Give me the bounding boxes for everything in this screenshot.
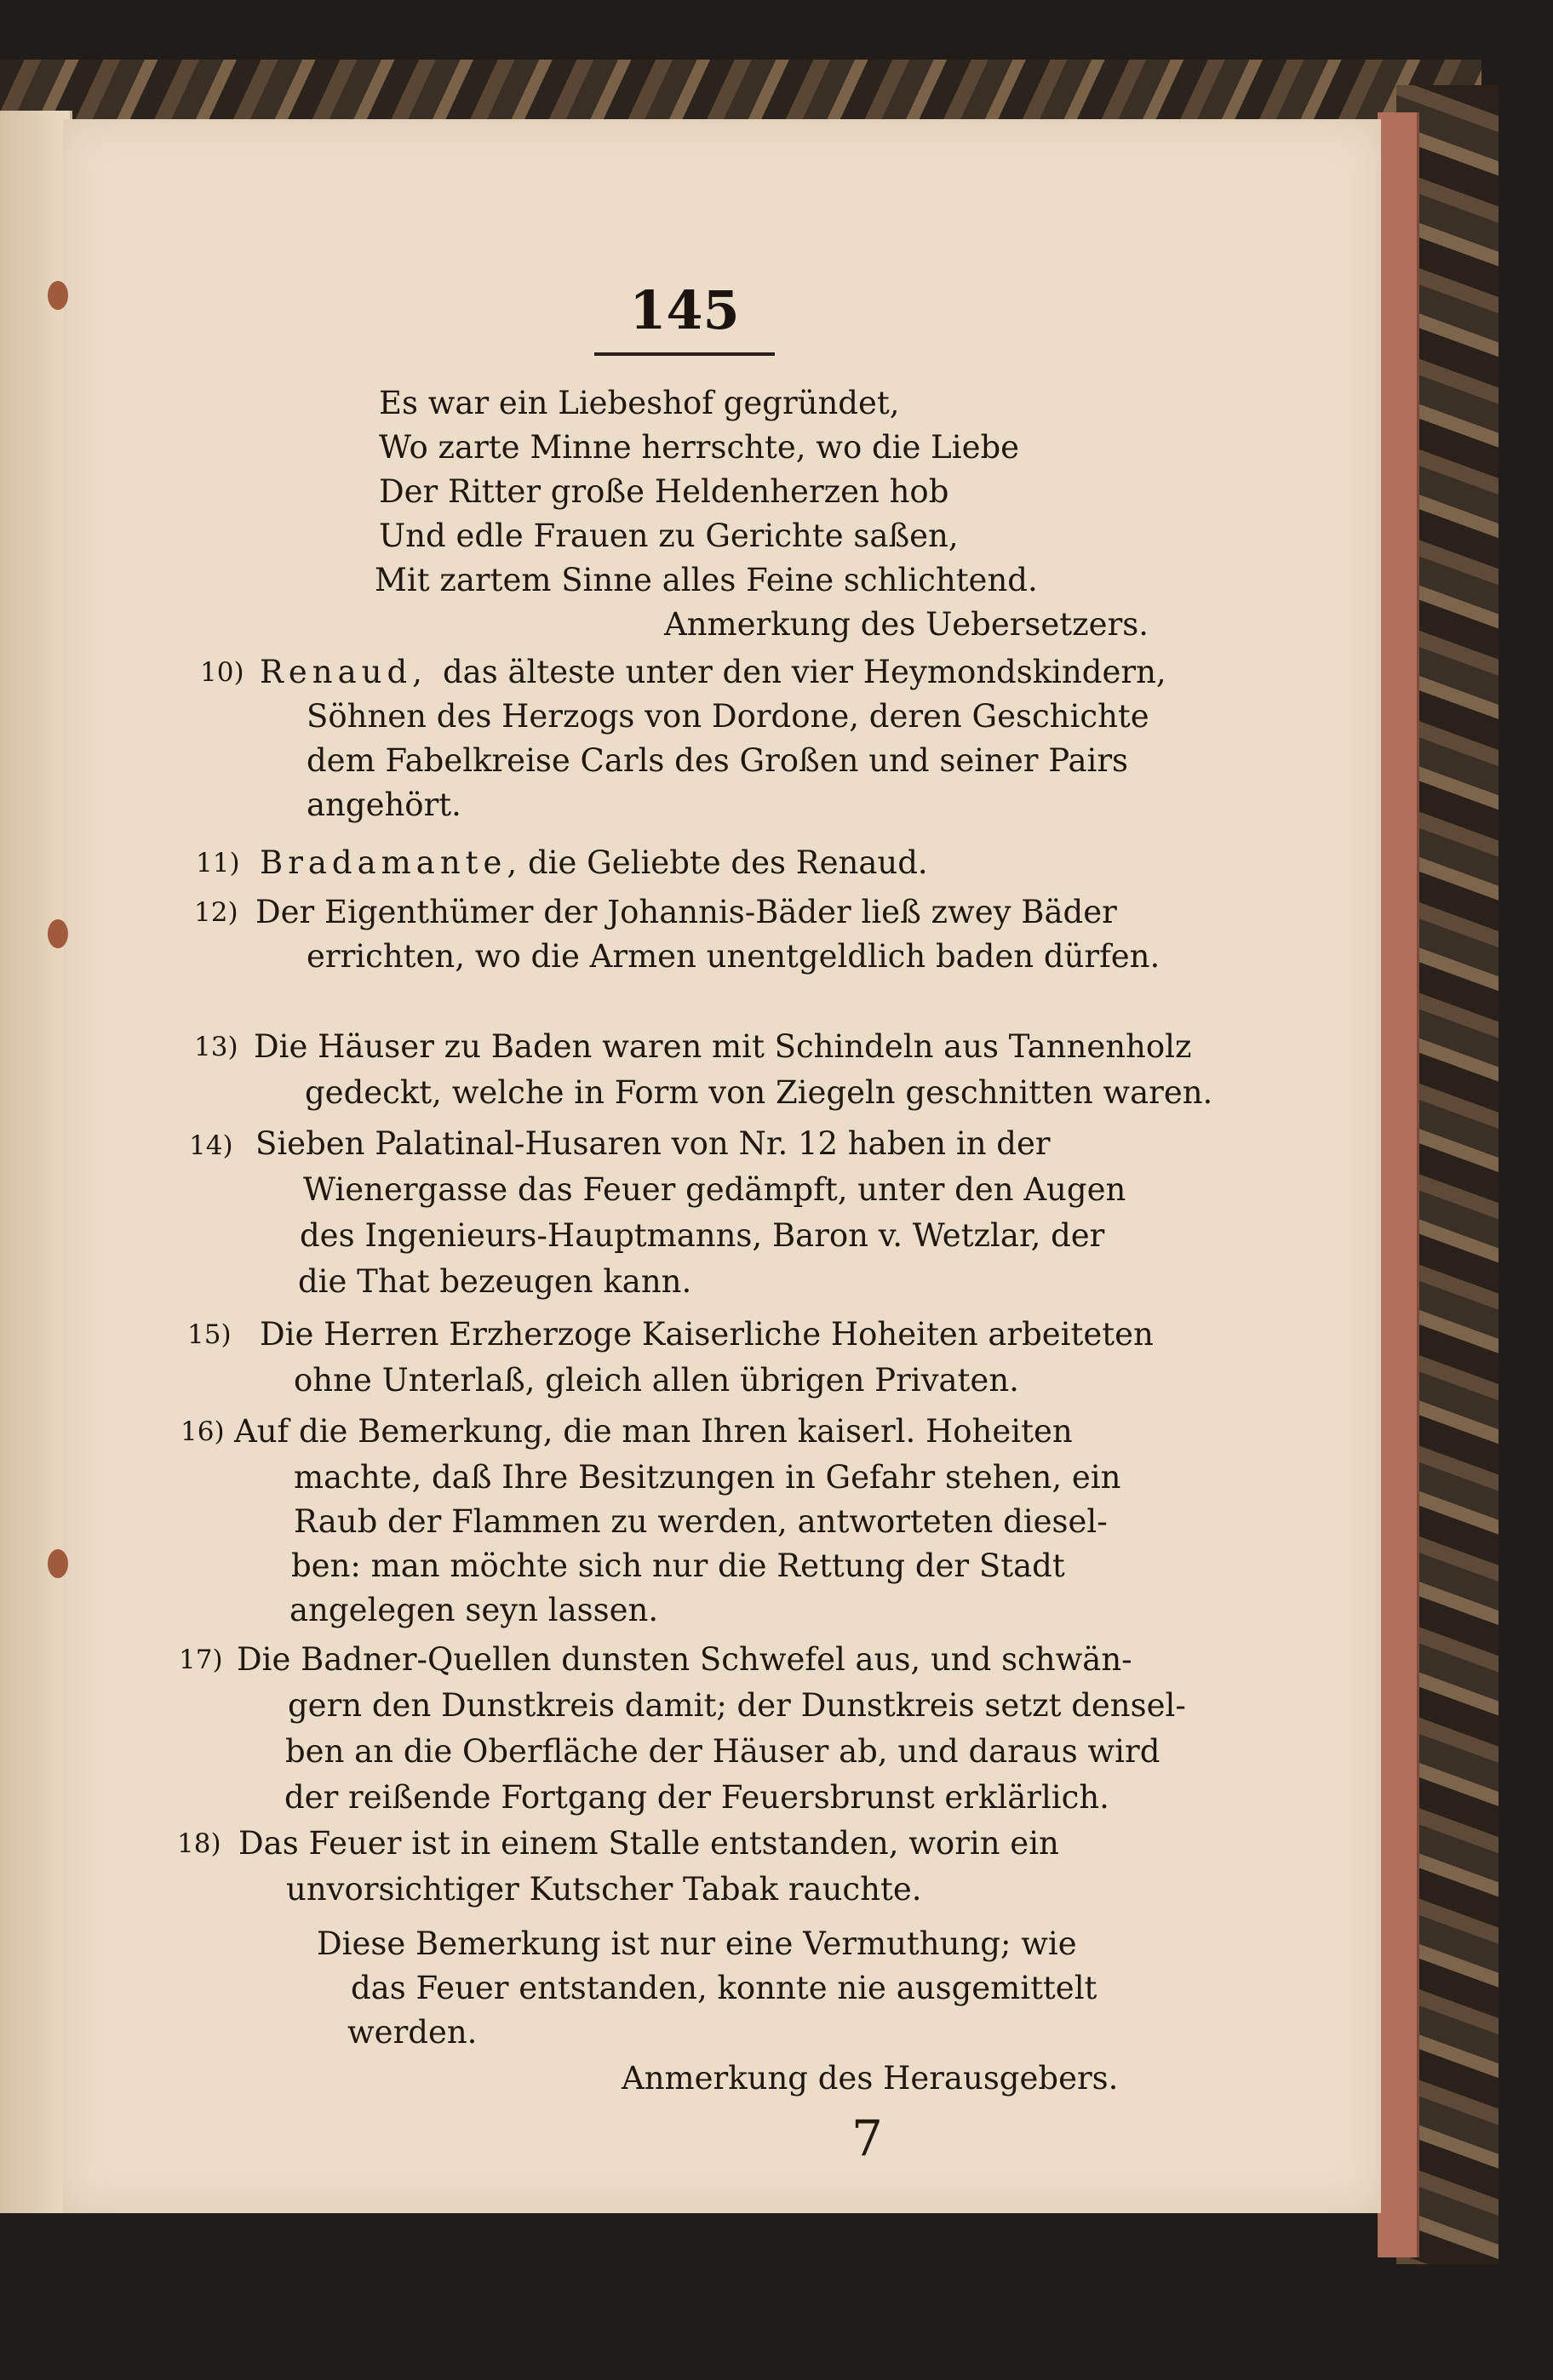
note-number: 10) xyxy=(200,657,244,688)
note-line: die That bezeugen kann. xyxy=(298,1263,692,1300)
binding-hole xyxy=(48,1549,68,1578)
note-number: 16) xyxy=(181,1416,225,1447)
note-line: Raub der Flammen zu werden, antworteten diesel- xyxy=(294,1503,1108,1540)
note-line: Die Herren Erzherzoge Kaiserliche Hoheiten arbeiteten xyxy=(260,1316,1154,1353)
note-line: der reißende Fortgang der Feuersbrunst erklärlich. xyxy=(284,1779,1109,1816)
note-number: 13) xyxy=(194,1032,238,1062)
note-number: 12) xyxy=(194,897,238,928)
note-line: Sieben Palatinal-Husaren von Nr. 12 haben in der xyxy=(255,1125,1051,1162)
note-line: Die Badner-Quellen dunsten Schwefel aus, und schwän- xyxy=(237,1641,1132,1678)
note-line: ohne Unterlaß, gleich allen übrigen Privaten. xyxy=(294,1362,1019,1399)
note-number: 18) xyxy=(177,1828,221,1859)
note-line: Söhnen des Herzogs von Dordone, deren Geschichte xyxy=(307,698,1149,735)
note-line: angelegen seyn lassen. xyxy=(289,1592,659,1628)
note-line: gedeckt, welche in Form von Ziegeln geschnitten waren. xyxy=(305,1074,1213,1111)
editor-note: Anmerkung des Herausgebers. xyxy=(622,2060,1119,2097)
facing-page-edge xyxy=(0,111,72,2213)
note-line: ben an die Oberfläche der Häuser ab, und daraus wird xyxy=(285,1733,1160,1770)
editor-remark-line: das Feuer entstanden, konnte nie ausgemittelt xyxy=(351,1970,1097,2006)
note-line: gern den Dunstkreis damit; der Dunstkreis setzt densel- xyxy=(288,1687,1186,1724)
note-line: ben: man möchte sich nur die Rettung der Stadt xyxy=(291,1548,1065,1584)
binding-hole xyxy=(48,281,68,310)
note-heading: Renaud, xyxy=(260,654,427,690)
translator-note: Anmerkung des Uebersetzers. xyxy=(664,606,1149,643)
editor-remark-line: werden. xyxy=(347,2014,478,2051)
note-heading: Bradamante, xyxy=(260,844,523,881)
cover-binding-top xyxy=(0,60,1481,128)
poem-line: Wo zarte Minne herrschte, wo die Liebe xyxy=(379,429,1020,466)
note-line: des Ingenieurs-Hauptmanns, Baron v. Wetzlar, der xyxy=(300,1217,1105,1254)
note-line: angehört. xyxy=(307,787,461,823)
cover-edge xyxy=(1378,112,1419,2257)
signature-mark: 7 xyxy=(851,2109,883,2167)
note-line: errichten, wo die Armen unentgeldlich baden dürfen. xyxy=(307,938,1160,975)
page-number-rule xyxy=(594,352,775,356)
note-line: machte, daß Ihre Besitzungen in Gefahr stehen, ein xyxy=(294,1459,1121,1496)
poem-line: Es war ein Liebeshof gegründet, xyxy=(379,385,900,421)
note-line: Auf die Bemerkung, die man Ihren kaiserl. Hoheiten xyxy=(234,1413,1073,1450)
note-line: dem Fabelkreise Carls des Großen und seiner Pairs xyxy=(307,742,1129,779)
note-line: Wienergasse das Feuer gedämpft, unter den Augen xyxy=(303,1171,1126,1208)
poem-line: Mit zartem Sinne alles Feine schlichtend. xyxy=(375,562,1038,598)
editor-remark-line: Diese Bemerkung ist nur eine Vermuthung; wie xyxy=(317,1925,1077,1962)
poem-line: Und edle Frauen zu Gerichte saßen, xyxy=(379,518,959,554)
note-number: 17) xyxy=(179,1645,223,1675)
note-line: Die Häuser zu Baden waren mit Schindeln aus Tannenholz xyxy=(254,1028,1192,1065)
note-line: unvorsichtiger Kutscher Tabak rauchte. xyxy=(286,1871,922,1908)
page-number: 145 xyxy=(629,279,740,341)
note-number: 11) xyxy=(196,848,240,878)
note-number: 15) xyxy=(187,1319,232,1350)
note-line: die Geliebte des Renaud. xyxy=(528,844,928,881)
binding-hole xyxy=(48,919,68,948)
poem-line: Der Ritter große Heldenherzen hob xyxy=(379,473,949,510)
note-line: Der Eigenthümer der Johannis-Bäder ließ zwey Bäder xyxy=(255,894,1117,930)
note-line: das älteste unter den vier Heymondskindern, xyxy=(443,654,1166,690)
note-number: 14) xyxy=(189,1130,233,1161)
note-line: Das Feuer ist in einem Stalle entstanden, worin ein xyxy=(238,1825,1059,1862)
